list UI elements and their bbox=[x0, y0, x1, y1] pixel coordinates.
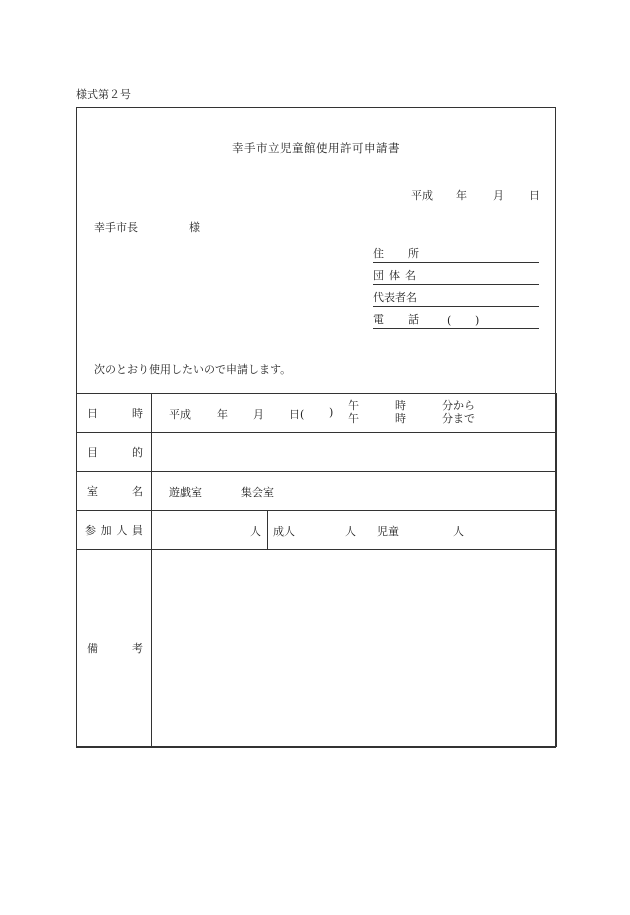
label-char: 考 bbox=[132, 642, 143, 655]
label-purpose bbox=[77, 433, 152, 472]
label-char: 時 bbox=[132, 407, 143, 420]
dt-minute-end: 分まで bbox=[442, 412, 475, 425]
label-char: 加 bbox=[100, 524, 112, 537]
label-char: 室 bbox=[87, 485, 98, 498]
participants-divider bbox=[267, 511, 268, 549]
representative-label: 代表者名 bbox=[373, 291, 417, 304]
row-datetime bbox=[77, 394, 557, 433]
address-field[interactable] bbox=[373, 246, 539, 263]
dt-hour-end: 時 bbox=[395, 412, 406, 425]
room-value-cell bbox=[152, 472, 557, 511]
dt-ampm-end: 午 bbox=[348, 412, 359, 425]
dt-ampm-start: 午 bbox=[348, 399, 359, 412]
child-unit: 人 bbox=[453, 525, 464, 538]
dt-month-unit: 月 bbox=[253, 408, 264, 421]
room-option-playroom[interactable]: 遊戯室 bbox=[169, 486, 202, 499]
group-label-3: 名 bbox=[405, 269, 416, 282]
dt-year-unit: 年 bbox=[217, 408, 228, 421]
group-label-1: 団 bbox=[373, 269, 384, 282]
address-label-2: 所 bbox=[408, 247, 419, 260]
label-char: 名 bbox=[132, 485, 143, 498]
dt-day-unit: 日( bbox=[289, 408, 305, 421]
row-participants bbox=[77, 511, 557, 550]
label-remarks bbox=[77, 550, 152, 747]
phone-label-1: 電 bbox=[373, 313, 384, 326]
dt-minute-stack bbox=[442, 399, 475, 425]
dt-hour-stack bbox=[395, 399, 406, 425]
date-day-unit: 日 bbox=[529, 189, 540, 202]
address-label-1: 住 bbox=[373, 247, 384, 260]
phone-paren-open: ( bbox=[447, 314, 452, 327]
participants-value-cell[interactable] bbox=[152, 511, 557, 550]
label-char: 的 bbox=[132, 446, 143, 459]
phone-paren-close: ) bbox=[475, 314, 480, 327]
date-month-unit: 月 bbox=[493, 189, 504, 202]
form-title: 幸手市立児童館使用許可申請書 bbox=[232, 141, 400, 155]
datetime-value-cell[interactable] bbox=[152, 394, 557, 433]
purpose-value-cell[interactable] bbox=[152, 433, 557, 472]
label-char: 参 bbox=[85, 524, 96, 537]
representative-field[interactable] bbox=[373, 290, 539, 307]
label-char: 人 bbox=[116, 524, 128, 537]
adult-unit: 人 bbox=[345, 525, 356, 538]
label-char: 目 bbox=[87, 446, 98, 459]
group-name-field[interactable] bbox=[373, 268, 539, 285]
application-form bbox=[76, 107, 556, 748]
label-char: 備 bbox=[87, 642, 98, 655]
request-statement: 次のとおり使用したいので申請します。 bbox=[94, 363, 292, 376]
label-char: 員 bbox=[131, 524, 143, 537]
dt-era: 平成 bbox=[169, 408, 191, 421]
row-room bbox=[77, 472, 557, 511]
room-option-hall[interactable]: 集会室 bbox=[241, 486, 274, 499]
remarks-value-cell[interactable] bbox=[152, 550, 557, 747]
label-participants bbox=[77, 511, 152, 550]
group-label-2: 体 bbox=[389, 269, 400, 282]
form-number: 様式第２号 bbox=[76, 88, 131, 101]
label-datetime bbox=[77, 394, 152, 433]
dt-hour-start: 時 bbox=[395, 399, 406, 412]
date-era: 平成 bbox=[411, 189, 433, 202]
label-char: 日 bbox=[87, 407, 98, 420]
adult-label: 成人 bbox=[273, 525, 295, 538]
phone-field[interactable] bbox=[373, 312, 539, 329]
addressee-name: 幸手市長 bbox=[94, 221, 138, 234]
total-unit: 人 bbox=[250, 525, 261, 538]
row-purpose bbox=[77, 433, 557, 472]
dt-paren-close: ) bbox=[329, 406, 334, 419]
dt-minute-start: 分から bbox=[442, 399, 475, 412]
dt-ampm-stack bbox=[348, 399, 359, 425]
phone-label-2: 話 bbox=[408, 313, 419, 326]
addressee-honorific: 様 bbox=[189, 221, 200, 234]
child-label: 児童 bbox=[377, 525, 399, 538]
application-table bbox=[76, 393, 557, 747]
date-year-unit: 年 bbox=[456, 189, 467, 202]
row-remarks bbox=[77, 550, 557, 747]
label-room bbox=[77, 472, 152, 511]
